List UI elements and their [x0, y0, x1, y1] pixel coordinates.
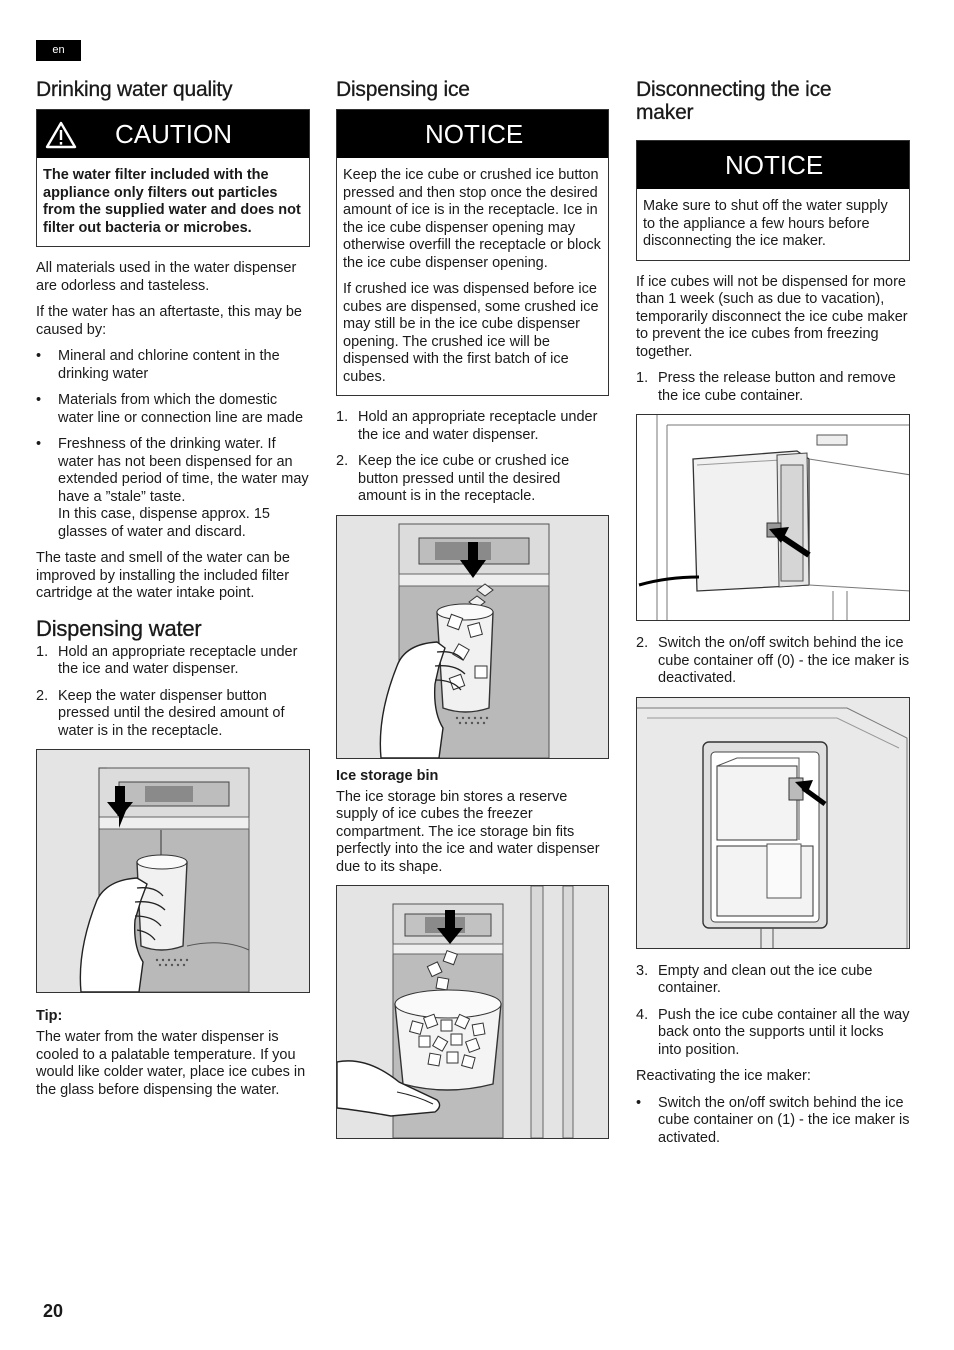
list-item: • Mineral and chlorine content in the drinking water: [36, 348, 280, 382]
column-drinking-water: [36, 78, 310, 1108]
column-disconnecting-ice-maker: [636, 78, 910, 1156]
disconnect-step-2: [636, 635, 910, 688]
list-item: 1. Press the release button and remove the ice cube container.: [636, 370, 896, 404]
paragraph-materials: All materials used in the water dispenser are odorless and tasteless.: [36, 260, 297, 294]
notice-header: [337, 110, 608, 158]
on-off-switch-illustration: [636, 697, 910, 949]
paragraph-filter-cartridge: The taste and smell of the water can be improved by installing the included filter cartridge at the water intake point.: [36, 550, 290, 601]
list-item: 2. Keep the water dispenser button pressed until the desired amount of water is in the receptacle.: [36, 687, 285, 739]
list-item: 2. Keep the ice cube or crushed ice button pressed until the desired amount is in the receptacle.: [336, 453, 570, 504]
list-item: • Switch the on/off switch behind the ice cube container on (1) - the ice maker is activated.: [636, 1094, 910, 1146]
dispensing-water-steps: [36, 644, 310, 741]
notice-paragraph-2: If crushed ice was dispensed before ice cubes are dispensed, some crushed ice may still be in the ice cube dispenser opening. The crushed ice will be dispensed with the first batch of ice cubes.: [343, 281, 599, 385]
paragraph-reactivating: Reactivating the ice maker:: [636, 1068, 811, 1084]
reactivating-list: [636, 1095, 910, 1148]
notice-box-ice-maker: [636, 140, 910, 261]
paragraph-aftertaste: If the water has an aftertaste, this may be caused by:: [36, 304, 302, 338]
page-number: 20: [43, 1301, 64, 1321]
column-dispensing-ice: [336, 78, 609, 1153]
ice-container-removal-illustration: [636, 414, 910, 621]
list-item: • Materials from which the domestic water line or connection line are made: [36, 392, 304, 426]
water-dispenser-illustration: [36, 749, 310, 993]
ice-dispenser-illustration: [336, 515, 609, 759]
caution-header: [37, 110, 309, 158]
notice-title: NOTICE: [725, 150, 824, 180]
ice-storage-bin-illustration: [336, 885, 609, 1139]
heading-dispensing-water: Dispensing water: [36, 615, 202, 641]
list-item: 2. Switch the on/off switch behind the ice cube container off (0) - the ice maker is deactivated.: [636, 635, 910, 686]
paragraph-vacation: If ice cubes will not be dispensed for more than 1 week (such as due to vacation), temporarily disconnect the ice cube maker to prevent the ice cubes from freezing together.: [636, 273, 908, 360]
disconnect-steps-3-4: [636, 963, 910, 1060]
heading-drinking-water-quality: Drinking water quality: [36, 78, 233, 101]
list-item: 1. Hold an appropriate receptacle under the ice and water dispenser.: [336, 409, 598, 443]
language-badge: en: [36, 40, 81, 61]
caution-title: CAUTION: [115, 119, 232, 149]
ice-storage-bin-text: The ice storage bin stores a reserve supply of ice cubes the freezer compartment. The ice storage bin fits perfectly into the ice and water dispenser due to its shape.: [336, 788, 600, 875]
notice-box-ice: [336, 109, 609, 396]
heading-disconnecting-ice-maker: Disconnecting the ice maker: [636, 78, 832, 124]
list-item: 1. Hold an appropriate receptacle under the ice and water dispenser.: [36, 643, 298, 677]
list-item: 4. Push the ice cube container all the way back onto the supports until it locks into position.: [636, 1006, 910, 1058]
caution-box: [36, 109, 310, 247]
dispensing-ice-steps: [336, 409, 609, 506]
ice-storage-bin-heading: Ice storage bin: [336, 767, 439, 784]
notice-text: Make sure to shut off the water supply to the appliance a few hours before disconnecting the ice maker.: [643, 198, 888, 249]
notice-paragraph-1: Keep the ice cube or crushed ice button pressed and then stop once the desired amount of ice is in the receptacle. Ice in the ice cube dispenser opening may otherwise overfill the receptacle or block the ice cube dispenser opening.: [343, 167, 601, 271]
disconnect-step-1: [636, 370, 910, 405]
heading-dispensing-ice: Dispensing ice: [336, 78, 470, 101]
list-item: • Freshness of the drinking water. If water has not been dispensed for an extended period of time, the water may have a ”stale” taste. In this case, dispense approx. 15 glasses of water and discard.: [36, 436, 309, 540]
warning-triangle-icon: [45, 121, 77, 149]
tip-text: The water from the water dispenser is cooled to a palatable temperature. If you would like colder water, place ice cubes in the glass before dispensing the water.: [36, 1029, 306, 1098]
caution-text: The water filter included with the appliance only filters out particles from the supplied water and does not filter out bacteria or microbes.: [43, 167, 301, 236]
notice-header: [637, 141, 909, 189]
list-item: 3. Empty and clean out the ice cube container.: [636, 962, 873, 996]
notice-title: NOTICE: [425, 119, 524, 149]
aftertaste-causes-list: [36, 348, 310, 541]
tip-label: Tip:: [36, 1008, 63, 1024]
